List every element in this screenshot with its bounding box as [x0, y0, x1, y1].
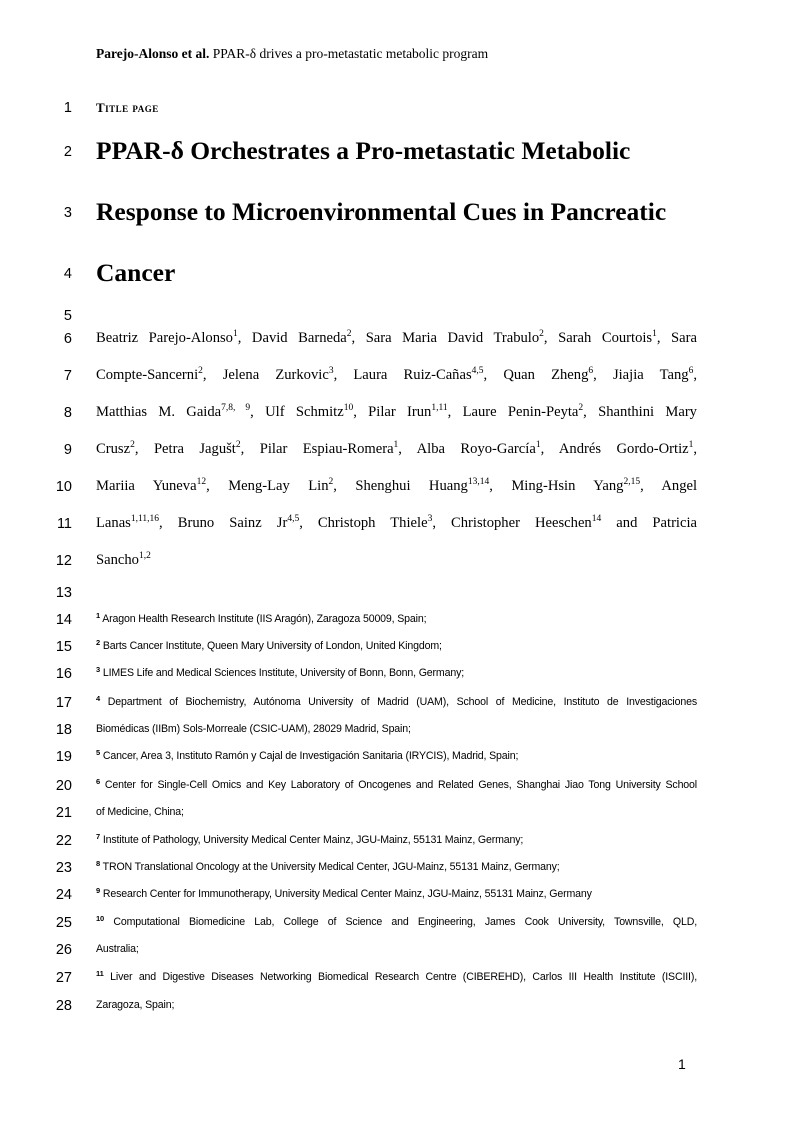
affiliation-superscript: 3 — [427, 514, 433, 524]
affiliation-number: 8 — [96, 859, 101, 868]
affiliation-line — [96, 997, 697, 1013]
affiliation-superscript: 2 — [328, 477, 334, 487]
author-name-text: Laure Penin-Peyta — [462, 404, 579, 420]
affiliation-line — [96, 777, 697, 793]
line-number: 27 — [55, 970, 72, 986]
author-separator: , — [299, 515, 303, 531]
author-name — [223, 367, 338, 383]
author-name-text: Petra Jagušt — [153, 441, 236, 457]
author-name-text: Angel — [661, 478, 698, 494]
author-separator: , — [432, 515, 436, 531]
author-name — [616, 515, 697, 531]
author-name-text: Pilar Espiau-Romera — [259, 441, 394, 457]
author-line — [96, 477, 697, 495]
line-number: 19 — [55, 749, 72, 765]
author-separator: , — [543, 330, 548, 346]
author-name — [154, 441, 244, 457]
affiliation-text: Australia; — [96, 943, 139, 955]
line-number: 21 — [55, 805, 72, 821]
line-number: 16 — [55, 666, 72, 682]
author-name-text: Christoph Thiele — [317, 515, 428, 531]
author-name — [463, 404, 587, 420]
author-separator: , — [250, 404, 254, 420]
author-separator: , — [583, 404, 587, 420]
affiliation-line — [96, 694, 697, 710]
line-number: 15 — [55, 639, 72, 655]
affiliation-line — [96, 859, 697, 875]
author-separator: , — [333, 478, 337, 494]
affiliation-superscript: 2 — [346, 329, 352, 339]
author-name-text: Sarah Courtois — [558, 330, 653, 346]
affiliation-superscript: 2,15 — [623, 477, 641, 487]
author-name-text: Jiajia Tang — [612, 367, 689, 383]
author-name — [559, 441, 697, 457]
affiliation-text: Research Center for Immunotherapy, University Medical Center Mainz, JGU-Mainz, 55131 Mainz, Germany — [102, 888, 592, 900]
author-name — [96, 552, 151, 568]
page-number: 1 — [678, 1056, 686, 1072]
affiliation-text: Department of Biochemistry, Autónoma University of Madrid (UAM), School of Medicine, Instituto de Investigaciones — [107, 696, 697, 708]
affiliation-superscript: 2 — [130, 440, 135, 450]
line-number: 24 — [55, 887, 72, 903]
author-line — [96, 551, 697, 569]
affiliation-superscript: 1,11 — [431, 403, 448, 413]
section-label: Title page — [96, 100, 159, 115]
affiliation-line — [96, 886, 697, 902]
affiliation-text: Institute of Pathology, University Medical Center Mainz, JGU-Mainz, 55131 Mainz, Germany; — [102, 834, 524, 846]
author-name — [598, 404, 697, 420]
line-number: 9 — [63, 442, 72, 458]
author-name — [353, 367, 487, 383]
author-name-text: Beatriz Parejo-Alonso — [96, 330, 233, 346]
line-number: 6 — [63, 331, 72, 347]
title-line-1: PPAR-δ Orchestrates a Pro-metastatic Metabolic — [96, 136, 631, 165]
affiliation-superscript: 6 — [588, 366, 594, 376]
author-line — [96, 514, 697, 532]
line-number: 5 — [63, 308, 72, 324]
author-name-text: Mariia Yuneva — [96, 478, 197, 494]
author-name-text: Quan Zheng — [503, 367, 589, 383]
line-number: 20 — [55, 778, 72, 794]
author-name — [661, 478, 697, 494]
line-number: 12 — [55, 553, 72, 569]
author-name-text: Bruno Sainz Jr — [177, 515, 288, 531]
author-name-text: Sancho — [96, 552, 139, 568]
affiliation-superscript: 14 — [591, 514, 602, 524]
author-name — [96, 367, 207, 383]
author-name-text: Jelena Zurkovic — [222, 367, 329, 383]
author-separator: , — [206, 478, 210, 494]
line-number: 8 — [63, 405, 72, 421]
line-number: 1 — [63, 100, 72, 116]
title-line-2: Response to Microenvironmental Cues in Pancreatic — [96, 197, 667, 226]
line-number: 2 — [63, 144, 72, 160]
author-name-text: Sara Maria David Trabulo — [365, 330, 540, 346]
author-name — [417, 441, 545, 457]
author-name — [368, 404, 451, 420]
author-separator: , — [656, 330, 661, 346]
affiliation-number: 7 — [96, 832, 101, 841]
line-number: 23 — [55, 860, 72, 876]
affiliation-number: 6 — [96, 777, 101, 786]
author-separator: , — [237, 330, 242, 346]
affiliation-superscript: 6 — [688, 366, 694, 376]
affiliation-text: of Medicine, China; — [96, 806, 184, 818]
author-name-text: Alba Royo-García — [416, 441, 536, 457]
author-name-text: Laura Ruiz-Cañas — [353, 367, 472, 383]
author-separator: , — [593, 367, 597, 383]
affiliation-superscript: 7,8, 9 — [221, 403, 251, 413]
author-name — [318, 515, 436, 531]
author-separator: , — [489, 478, 493, 494]
author-name — [265, 404, 357, 420]
affiliation-superscript: 2 — [539, 329, 544, 339]
author-line — [96, 403, 697, 421]
affiliation-number: 3 — [96, 665, 101, 674]
line-number: 22 — [55, 833, 72, 849]
author-separator: , — [483, 367, 488, 383]
author-name-text: and Patricia — [616, 515, 698, 531]
affiliation-number: 1 — [96, 611, 101, 620]
author-line — [96, 366, 697, 384]
author-line — [96, 440, 697, 458]
affiliation-superscript: 4,5 — [287, 514, 300, 524]
affiliation-text: LIMES Life and Medical Sciences Institute, University of Bonn, Bonn, Germany; — [102, 667, 465, 679]
author-name — [96, 478, 210, 494]
affiliation-text: Barts Cancer Institute, Queen Mary University of London, United Kingdom; — [102, 640, 442, 652]
affiliation-superscript: 1 — [232, 329, 238, 339]
affiliation-line — [96, 969, 697, 985]
author-separator: , — [202, 367, 207, 383]
affiliation-superscript: 1,11,16 — [130, 514, 160, 524]
author-name — [252, 330, 355, 346]
affiliation-number: 10 — [96, 914, 105, 923]
author-name — [96, 404, 254, 420]
affiliation-text: Biomédicas (IIBm) Sols-Morreale (CSIC-UAM), 28029 Madrid, Spain; — [96, 723, 411, 735]
author-name — [511, 478, 643, 494]
title-line-3: Cancer — [96, 258, 176, 287]
author-separator: , — [540, 441, 545, 457]
author-name — [260, 441, 402, 457]
author-name-text: Compte-Sancerni — [96, 367, 199, 383]
author-name-text: Crusz — [96, 441, 131, 457]
affiliation-superscript: 13,14 — [467, 477, 490, 487]
author-separator: , — [333, 367, 338, 383]
author-name-text: David Barneda — [251, 330, 347, 346]
author-name — [451, 515, 601, 531]
author-name — [503, 367, 596, 383]
affiliation-number: 11 — [96, 969, 104, 978]
line-number: 4 — [63, 266, 72, 282]
author-separator: , — [240, 441, 245, 457]
affiliation-superscript: 1 — [535, 440, 541, 450]
author-separator: , — [159, 515, 163, 531]
author-name-text: Meng-Lay Lin — [228, 478, 329, 494]
author-name-text: Andrés Gordo-Ortiz — [558, 441, 689, 457]
author-name — [96, 515, 163, 531]
author-name — [178, 515, 303, 531]
author-name-text: Ulf Schmitz — [265, 404, 344, 420]
line-number: 11 — [56, 516, 72, 532]
author-separator: , — [398, 441, 402, 457]
line-number: 25 — [55, 915, 72, 931]
affiliation-superscript: 2 — [198, 366, 203, 376]
author-name-text: Lanas — [96, 515, 131, 531]
affiliation-text: Liver and Digestive Diseases Networking Biomedical Research Centre (CIBEREHD), Carlos III Health Institute (ISCIII), — [110, 971, 697, 983]
author-name-text: Matthias M. Gaida — [96, 404, 222, 420]
author-name-text: Pilar Irun — [368, 404, 432, 420]
affiliation-number: 2 — [96, 638, 101, 647]
author-separator: , — [134, 441, 139, 457]
affiliation-number: 4 — [96, 694, 101, 703]
affiliation-line — [96, 941, 697, 957]
affiliation-text: Cancer, Area 3, Instituto Ramón y Cajal de Investigación Sanitaria (IRYCIS), Madrid, Spain; — [102, 750, 519, 762]
author-name-text: Shenghui Huang — [355, 478, 468, 494]
author-separator: , — [693, 367, 697, 383]
affiliation-line — [96, 721, 697, 737]
affiliation-superscript: 2 — [578, 403, 584, 413]
line-number: 10 — [55, 479, 72, 495]
running-header-authors: Parejo-Alonso et al. — [96, 46, 210, 61]
affiliation-text: Computational Biomedicine Lab, College of Science and Engineering, James Cook University, Townsville, QLD, — [113, 916, 698, 928]
affiliation-text: Center for Single-Cell Omics and Key Laboratory of Oncogenes and Related Genes, Shanghai Jiao Tong University School — [104, 779, 697, 791]
affiliation-number: 5 — [96, 748, 101, 757]
affiliation-superscript: 4,5 — [471, 366, 484, 376]
affiliation-text: Zaragoza, Spain; — [96, 999, 175, 1011]
author-line — [96, 329, 697, 347]
affiliation-superscript: 2 — [235, 440, 241, 450]
line-number: 18 — [55, 722, 72, 738]
line-number: 17 — [55, 695, 72, 711]
author-name-text: Sara — [671, 330, 697, 346]
running-header — [96, 46, 488, 62]
affiliation-line — [96, 611, 697, 627]
line-number: 28 — [55, 998, 72, 1014]
author-name — [96, 330, 241, 346]
affiliation-superscript: 10 — [343, 403, 354, 413]
affiliation-line — [96, 748, 697, 764]
author-separator: , — [351, 330, 356, 346]
affiliation-line — [96, 665, 697, 681]
affiliation-number: 9 — [96, 886, 101, 895]
line-number: 3 — [63, 205, 72, 221]
affiliation-line — [96, 914, 697, 930]
author-separator: , — [447, 404, 452, 420]
author-separator: , — [353, 404, 357, 420]
affiliation-line — [96, 832, 697, 848]
author-name — [355, 478, 493, 494]
author-name — [366, 330, 548, 346]
affiliation-superscript: 12 — [196, 477, 207, 487]
author-name — [558, 330, 660, 346]
line-number: 13 — [55, 585, 72, 601]
author-name — [613, 367, 697, 383]
author-name-text: Ming-Hsin Yang — [511, 478, 624, 494]
affiliation-superscript: 1 — [688, 440, 694, 450]
affiliation-superscript: 3 — [328, 366, 334, 376]
line-number: 26 — [55, 942, 72, 958]
author-separator: , — [640, 478, 644, 494]
affiliation-line — [96, 804, 697, 820]
affiliation-superscript: 1 — [652, 329, 657, 339]
author-name — [671, 330, 697, 346]
affiliation-text: Aragon Health Research Institute (IIS Aragón), Zaragoza 50009, Spain; — [102, 613, 427, 625]
affiliation-line — [96, 638, 697, 654]
author-name-text: Shanthini Mary — [598, 404, 697, 420]
author-name — [96, 441, 138, 457]
author-name — [228, 478, 337, 494]
running-header-title: PPAR-δ drives a pro-metastatic metabolic program — [212, 46, 489, 61]
author-name-text: Christopher Heeschen — [451, 515, 592, 531]
line-number: 14 — [55, 612, 72, 628]
affiliation-superscript: 1,2 — [138, 551, 151, 561]
author-separator: , — [693, 441, 698, 457]
affiliation-superscript: 1 — [393, 440, 399, 450]
line-number: 7 — [63, 368, 72, 384]
affiliation-text: TRON Translational Oncology at the University Medical Center, JGU-Mainz, 55131 Mainz, Germany; — [102, 861, 560, 873]
